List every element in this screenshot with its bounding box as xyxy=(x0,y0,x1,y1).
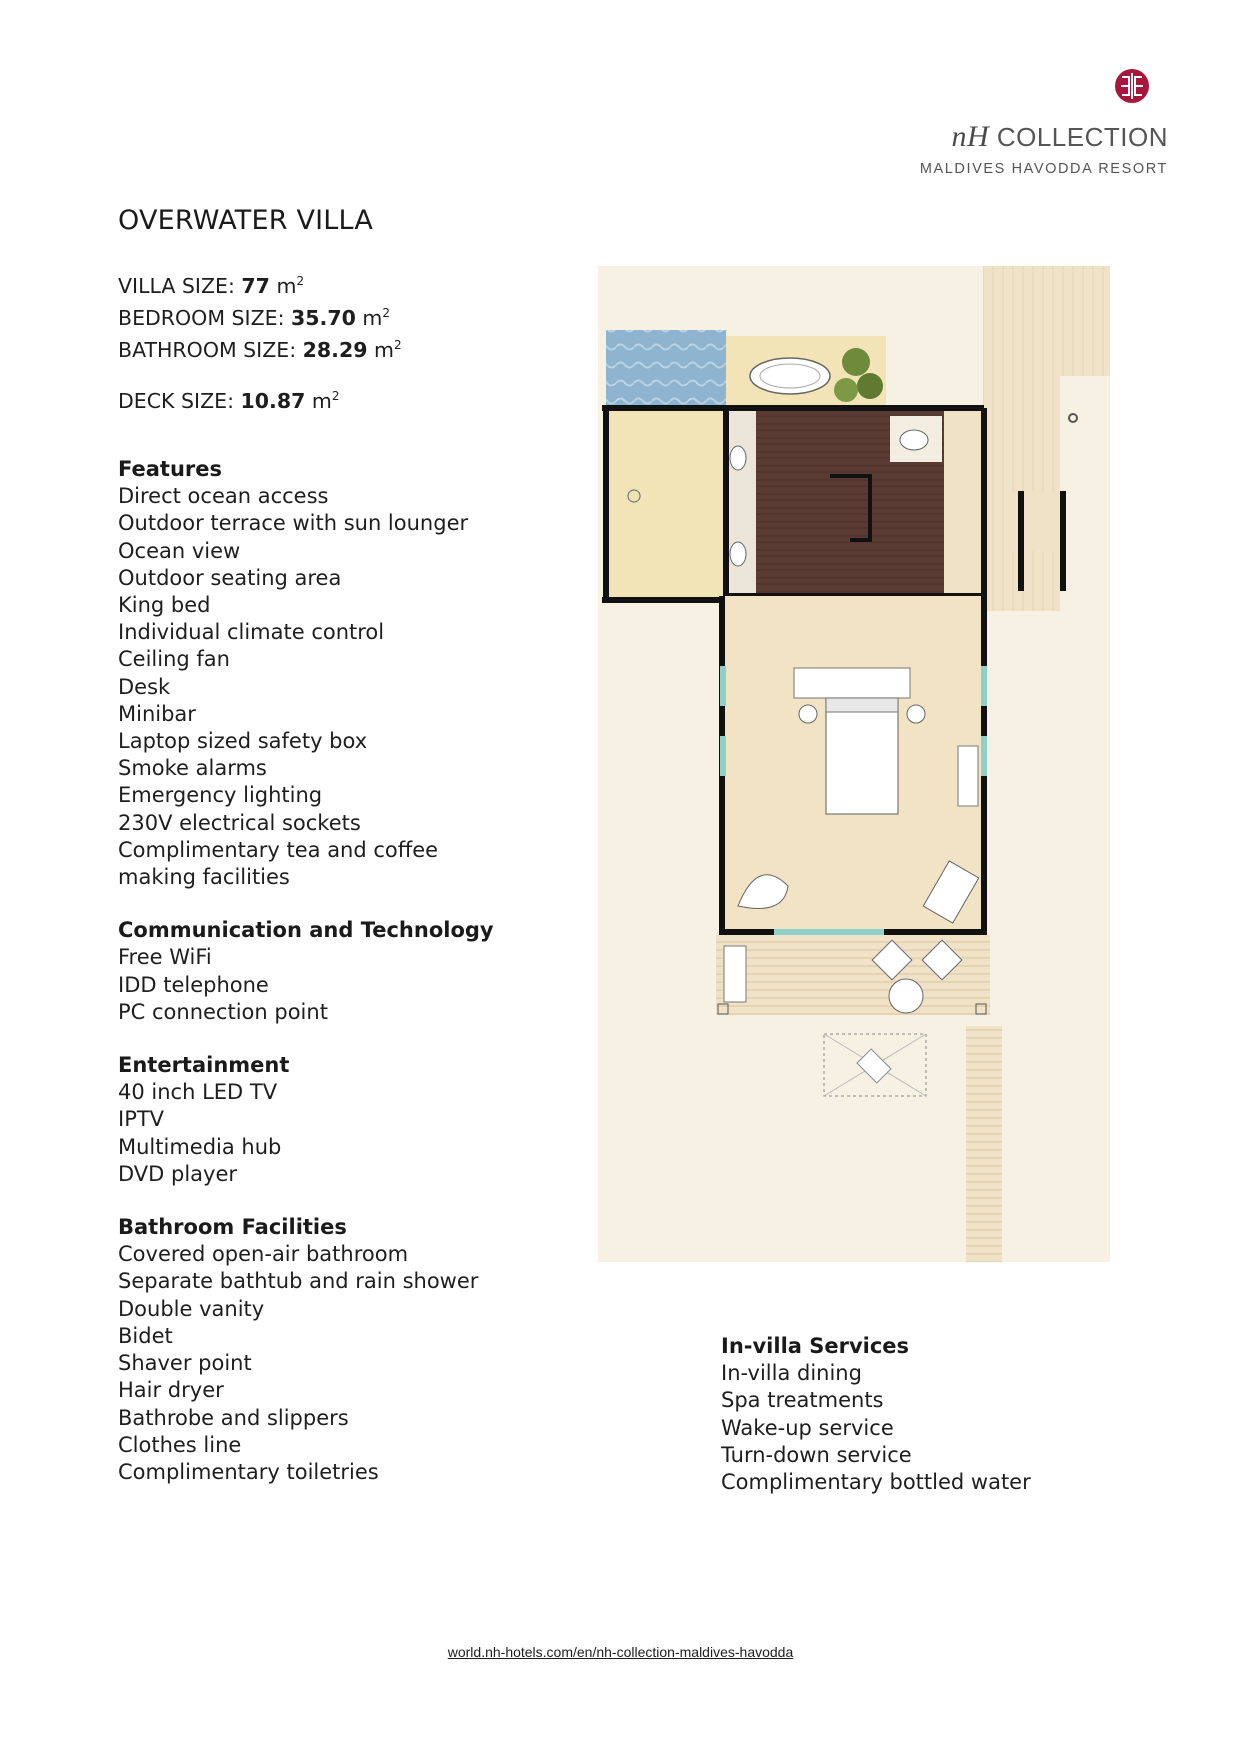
sliding-door-icon xyxy=(774,929,884,935)
size-row-deck: DECK SIZE: 10.87 $m^2$ xyxy=(118,389,340,414)
entertainment-heading: Entertainment xyxy=(118,1053,290,1078)
window-icon xyxy=(720,666,726,706)
porch-wall xyxy=(1018,491,1024,591)
list-item: IPTV xyxy=(118,1107,165,1132)
brand-nh: nH xyxy=(951,120,990,153)
list-item: Spa treatments xyxy=(721,1388,884,1413)
list-item: Covered open-air bathroom xyxy=(118,1242,409,1267)
headboard xyxy=(794,668,910,698)
website-link[interactable]: world.nh-hotels.com/en/nh-collection-maldives-havodda xyxy=(447,1644,794,1660)
features-section xyxy=(118,456,494,891)
list-item: Laptop sized safety box xyxy=(118,729,368,754)
list-item: IDD telephone xyxy=(118,972,269,997)
water-ladder xyxy=(966,1026,1002,1262)
nightstand-lamp-icon-2 xyxy=(907,705,925,723)
website-link-container xyxy=(0,1644,1241,1660)
outdoor-terrace xyxy=(606,410,726,600)
toilet-icon xyxy=(900,430,928,450)
brand-name xyxy=(908,120,1168,154)
list-item: Ocean view xyxy=(118,538,241,563)
bed-icon xyxy=(826,698,898,814)
size-row-villa: VILLA SIZE: 77 $m^2$ xyxy=(118,273,305,298)
list-item: Complimentary toiletries xyxy=(118,1459,379,1484)
brand-subtitle: MALDIVES HAVODDA RESORT xyxy=(919,161,1168,177)
tv-console xyxy=(958,746,978,806)
services-heading: In-villa Services xyxy=(721,1334,910,1358)
page-title: OVERWATER VILLA xyxy=(118,205,374,236)
list-item: Clothes line xyxy=(118,1432,242,1457)
list-item: In-villa dining xyxy=(721,1361,862,1386)
vanity-counter xyxy=(726,410,756,594)
list-item: Outdoor terrace with sun lounger xyxy=(118,511,469,536)
list-item: Complimentary tea and coffee xyxy=(118,837,439,862)
list-item: Wake-up service xyxy=(721,1415,894,1440)
entry-corridor xyxy=(944,410,984,594)
services-section xyxy=(721,1333,1031,1496)
list-item: 230V electrical sockets xyxy=(118,810,361,835)
list-item: Double vanity xyxy=(118,1296,265,1321)
list-item: Bidet xyxy=(118,1323,173,1348)
sink-icon xyxy=(730,446,746,470)
list-item: 40 inch LED TV xyxy=(118,1080,278,1105)
list-item: Complimentary bottled water xyxy=(721,1470,1031,1495)
porch-wall-2 xyxy=(1060,491,1066,591)
bathroom-heading: Bathroom Facilities xyxy=(118,1215,347,1240)
list-item: Shaver point xyxy=(118,1351,252,1376)
brand-collection: COLLECTION xyxy=(996,122,1168,152)
list-item: Individual climate control xyxy=(118,620,385,645)
list-item: Outdoor seating area xyxy=(118,565,342,590)
list-item: making facilities xyxy=(118,865,290,890)
bathtub-icon xyxy=(750,358,830,394)
list-item: Desk xyxy=(118,674,171,699)
pillows xyxy=(826,698,898,712)
villa-floor-plan xyxy=(598,266,1110,1262)
sink-icon-2 xyxy=(730,542,746,566)
window-icon-4 xyxy=(981,736,987,776)
entertainment-section xyxy=(118,1052,494,1188)
nightstand-lamp-icon xyxy=(799,705,817,723)
list-item: DVD player xyxy=(118,1161,238,1186)
sun-lounger-icon xyxy=(724,946,746,1002)
list-item: Direct ocean access xyxy=(118,484,329,509)
window-icon-2 xyxy=(720,736,726,776)
list-item: Separate bathtub and rain shower xyxy=(118,1269,479,1294)
list-item: Multimedia hub xyxy=(118,1134,282,1159)
size-row-bathroom: BATHROOM SIZE: 28.29 $m^2$ xyxy=(118,337,402,362)
features-heading: Features xyxy=(118,457,222,481)
size-specs xyxy=(118,268,402,415)
size-row-bedroom: BEDROOM SIZE: 35.70 $m^2$ xyxy=(118,305,390,330)
amenities-left-column xyxy=(118,456,494,1512)
deck-table-icon xyxy=(889,979,923,1013)
bathroom-section xyxy=(118,1214,494,1486)
list-item: Smoke alarms xyxy=(118,756,267,781)
window-icon-3 xyxy=(981,666,987,706)
list-item: Emergency lighting xyxy=(118,783,323,808)
nh-collection-emblem-icon xyxy=(908,68,1168,106)
list-item: Minibar xyxy=(118,701,196,726)
plunge-pool xyxy=(606,330,726,410)
list-item: King bed xyxy=(118,593,211,618)
list-item: Ceiling fan xyxy=(118,647,230,672)
list-item: Turn-down service xyxy=(721,1442,912,1467)
communication-section xyxy=(118,917,494,1026)
list-item: Free WiFi xyxy=(118,945,212,970)
walkway-gap xyxy=(1060,376,1110,611)
list-item: PC connection point xyxy=(118,999,328,1024)
list-item: Bathrobe and slippers xyxy=(118,1405,349,1430)
communication-heading: Communication and Technology xyxy=(118,918,494,943)
list-item: Hair dryer xyxy=(118,1378,224,1403)
